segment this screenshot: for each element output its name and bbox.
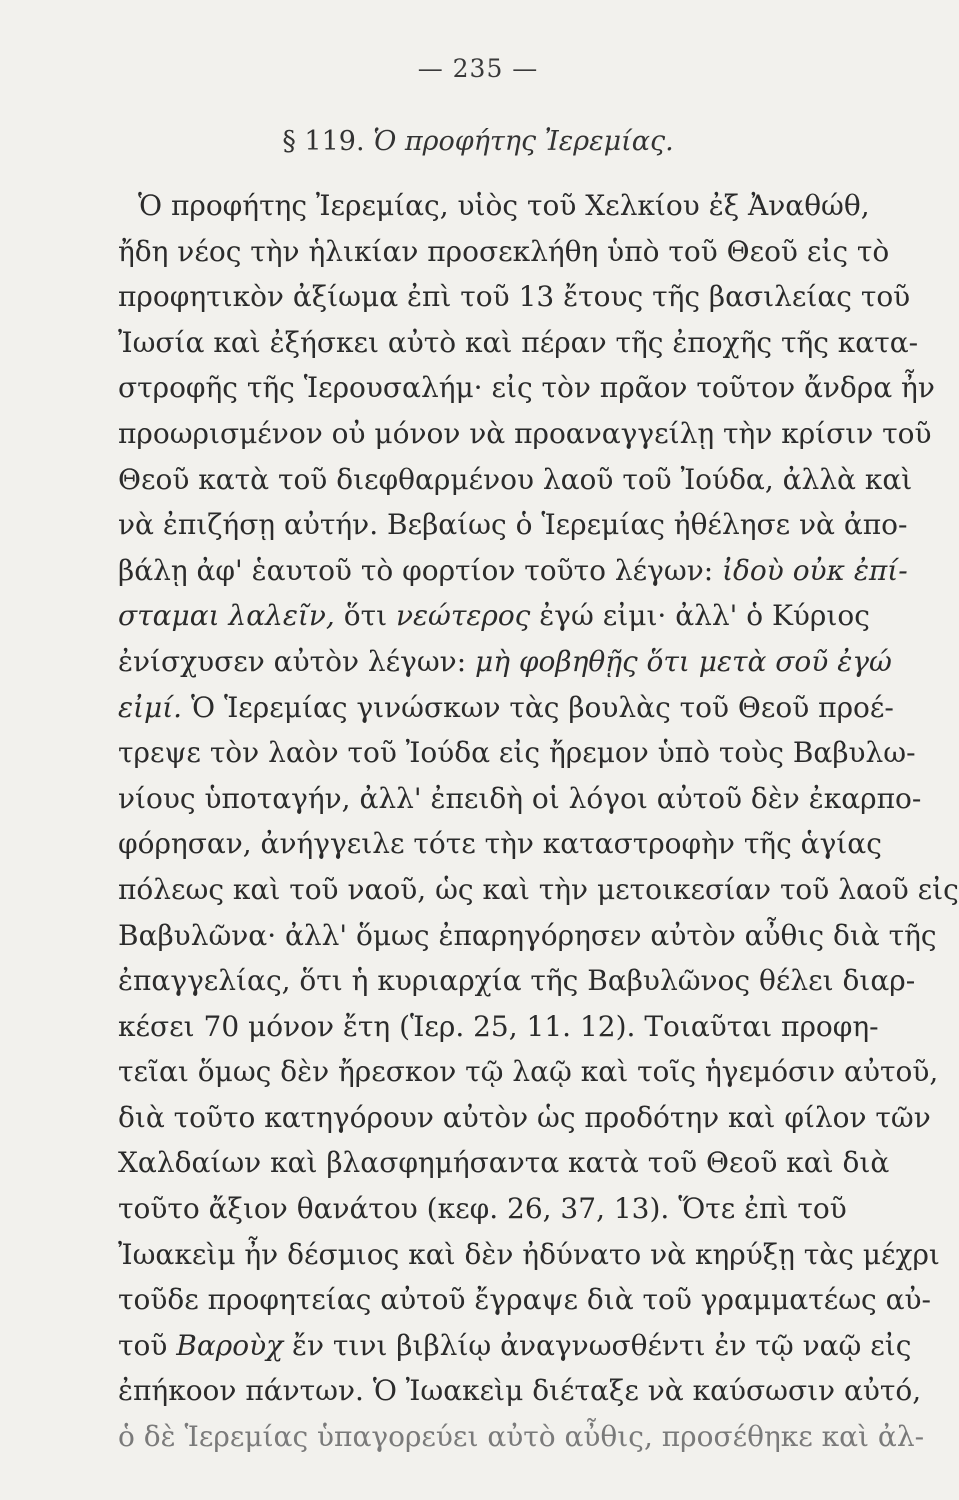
- text-line: Ἰωσία καὶ ἐξήσκει αὐτὸ καὶ πέραν τῆς ἐποχῆς τῆς κατα-: [118, 325, 919, 359]
- text-line: [118, 593, 870, 639]
- text-line: φόρησαν, ἀνήγγειλε τότε τὴν καταστροφὴν τῆς ἁγίας: [118, 827, 882, 861]
- text-segment: τοῦ: [118, 1328, 168, 1362]
- text-line: τεῖαι ὅμως δὲν ἤρεσκον τῷ λαῷ καὶ τοῖς ἡγεμόσιν αὐτοῦ,: [118, 1055, 939, 1089]
- text-line: Χαλδαίων καὶ βλασφημήσαντα κατὰ τοῦ Θεοῦ καὶ διὰ: [118, 1146, 890, 1180]
- text-line: διὰ τοῦτο κατηγόρουν αὐτὸν ὡς προδότην καὶ φίλον τῶν: [118, 1100, 931, 1134]
- text-line: νίους ὑποταγήν, ἀλλ' ἐπειδὴ οἱ λόγοι αὐτοῦ δὲν ἐκαρπο-: [118, 781, 922, 815]
- section-title: Ὁ προφήτης Ἰερεμίας.: [373, 126, 674, 157]
- text-line: τοῦτο ἄξιον θανάτου (κεφ. 26, 37, 13). Ὅτε ἐπὶ τοῦ: [118, 1192, 847, 1226]
- text-line: Βαβυλῶνα· ἀλλ' ὅμως ἐπαρηγόρησεν αὐτὸν αὖθις διὰ τῆς: [118, 918, 937, 952]
- text-line: τρεψε τὸν λαὸν τοῦ Ἰούδα εἰς ἤρεμον ὑπὸ τοὺς Βαβυλω-: [118, 736, 916, 770]
- quote-segment: εἰμί.: [118, 690, 183, 724]
- text-line: ἐπαγγελίας, ὅτι ἡ κυριαρχία τῆς Βαβυλῶνος θέλει διαρ-: [118, 964, 916, 998]
- body-text: [118, 183, 959, 1460]
- text-segment: Ὁ Ἱερεμίας γινώσκων τὰς βουλὰς τοῦ Θεοῦ προέ-: [191, 690, 894, 724]
- text-line: [118, 639, 892, 685]
- text-line-partial: ὁ δὲ Ἱερεμίας ὑπαγορεύει αὐτὸ αὖθις, προσέθηκε καὶ ἀλ-: [118, 1420, 925, 1454]
- text-line: ἤδη νέος τὴν ἡλικίαν προσεκλήθη ὑπὸ τοῦ Θεοῦ εἰς τὸ: [118, 234, 890, 268]
- text-line: Ἰωακεὶμ ἦν δέσμιος καὶ δὲν ἠδύνατο νὰ κηρύξῃ τὰς μέχρι: [118, 1237, 940, 1271]
- quote-segment: μὴ φοβηθῇς ὅτι μετὰ σοῦ ἐγώ: [475, 644, 892, 678]
- text-line: Θεοῦ κατὰ τοῦ διεφθαρμένου λαοῦ τοῦ Ἰούδα, ἀλλὰ καὶ: [118, 462, 913, 496]
- text-line: [118, 548, 908, 594]
- text-line: πόλεως καὶ τοῦ ναοῦ, ὡς καὶ τὴν μετοικεσίαν τοῦ λαοῦ εἰς: [118, 872, 959, 906]
- page-number: — 235 —: [417, 54, 539, 83]
- text-line: προωρισμένον οὐ μόνον νὰ προαναγγείλῃ τὴν κρίσιν τοῦ: [118, 416, 932, 450]
- text-line: προφητικὸν ἀξίωμα ἐπὶ τοῦ 13 ἔτους τῆς βασιλείας τοῦ: [118, 280, 911, 314]
- text-line: στροφῆς τῆς Ἱερουσαλήμ· εἰς τὸν πρᾶον τοῦτον ἄνδρα ἦν: [118, 371, 935, 405]
- name-segment: Βαροὺχ: [176, 1328, 284, 1362]
- text-line: νὰ ἐπιζήσῃ αὐτήν. Βεβαίως ὁ Ἱερεμίας ἠθέλησε νὰ ἀπο-: [118, 508, 908, 542]
- quote-segment: ἰδοὺ οὐκ ἐπί-: [722, 553, 908, 587]
- text-line: τοῦδε προφητείας αὐτοῦ ἔγραψε διὰ τοῦ γραμματέως αὐ-: [118, 1283, 932, 1317]
- text-line: ἐπήκοον πάντων. Ὁ Ἰωακεὶμ διέταξε νὰ καύσωσιν αὐτό,: [118, 1374, 922, 1408]
- quote-segment: σταμαι λαλεῖν,: [118, 599, 335, 633]
- quote-segment: νεώτερος: [395, 599, 531, 633]
- text-segment: ὅτι: [343, 599, 388, 633]
- section-number: § 119.: [282, 126, 365, 157]
- text-line: Ὁ προφήτης Ἰερεμίας, υἱὸς τοῦ Χελκίου ἐξ Ἀναθώθ,: [138, 189, 870, 222]
- text-line: κέσει 70 μόνον ἔτη (Ἱερ. 25, 11. 12). Τοιαῦται προφη-: [118, 1009, 879, 1043]
- text-segment: ἔν τινι βιβλίῳ ἀναγνωσθέντι ἐν τῷ ναῷ εἰς: [291, 1328, 912, 1362]
- text-line: [118, 685, 894, 731]
- text-segment: βάλῃ ἀφ' ἑαυτοῦ τὸ φορτίον τοῦτο λέγων:: [118, 553, 714, 587]
- text-segment: ἐγώ εἰμι· ἀλλ' ὁ Κύριος: [539, 599, 870, 633]
- text-line: [118, 1323, 912, 1369]
- text-segment: ἐνίσχυσεν αὐτὸν λέγων:: [118, 644, 467, 678]
- section-heading: [0, 126, 956, 157]
